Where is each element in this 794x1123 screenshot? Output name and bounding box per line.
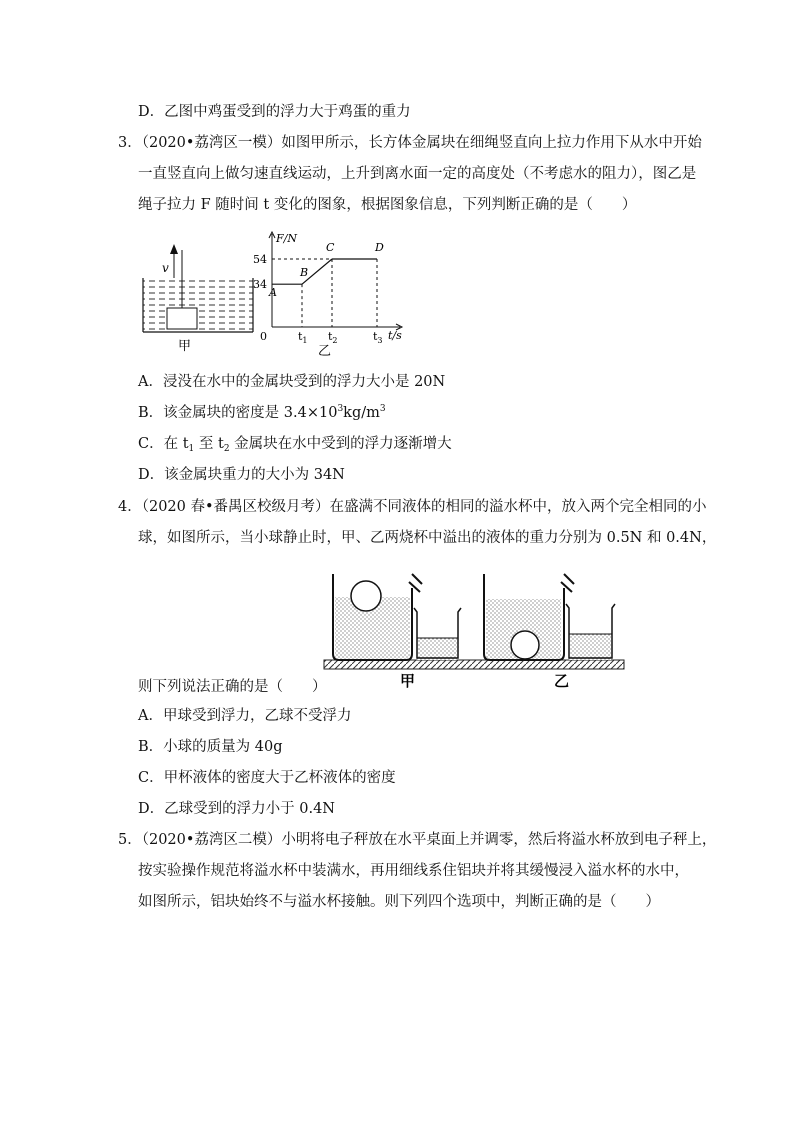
ball-yi — [511, 631, 539, 659]
q4-option-a: A．甲球受到浮力，乙球不受浮力 — [138, 708, 352, 724]
q3-option-a: A．浸没在水中的金属块受到的浮力大小是 20N — [138, 374, 446, 390]
q3-option-c-post: 金属块在水中受到的浮力逐渐增大 — [229, 436, 452, 452]
y-tick-label: 34 — [253, 278, 267, 292]
point-label-C: C — [326, 241, 335, 254]
y-tick-label: 54 — [253, 253, 267, 266]
q3-option-b — [138, 403, 386, 425]
beaker-yi-liquid — [569, 634, 611, 660]
q3-option-c-sub2: 2 — [223, 444, 230, 454]
q3-option-c-mid: 至 t — [194, 436, 224, 452]
q5-stem-line-1: 5．（2020•荔湾区二模）小明将电子秤放在水平桌面上并调零，然后将溢水杯放到电子秤上， — [118, 832, 717, 848]
q4-option-d: D．乙球受到的浮力小于 0.4N — [138, 801, 335, 817]
figure-jia-caption: 甲 — [178, 339, 192, 354]
q3-option-c — [138, 434, 452, 456]
q2-option-d: D．乙图中鸡蛋受到的浮力大于鸡蛋的重力 — [138, 104, 411, 120]
q4-figure-overflow-cups — [322, 568, 652, 688]
q4-stem-line-2: 球，如图所示，当小球静止时，甲、乙两烧杯中溢出的液体的重力分别为 0.5N 和 0.4N， — [138, 530, 717, 546]
figure-jia-label: 甲 — [400, 672, 416, 690]
x-tick-label: $t_3$ — [373, 330, 383, 345]
q3-option-c-sub1: 1 — [188, 444, 195, 454]
x-tick-label: $t_1$ — [298, 330, 308, 345]
figure-yi-label: 乙 — [554, 672, 570, 690]
q3-option-c-pre: C．在 t — [138, 436, 189, 452]
q4-stem-line-1: 4．（2020 春•番禺区校级月考）在盛满不同液体的相同的溢水杯中，放入两个完全相同的小 — [118, 499, 707, 515]
point-label-D: D — [375, 241, 384, 254]
q3-option-b-text: B．该金属块的密度是 3.4×10 — [138, 405, 338, 421]
q3-option-b-unit-exponent: 3 — [379, 404, 386, 414]
q4-option-b: B．小球的质量为 40g — [138, 739, 283, 755]
x-tick-label: $t_2$ — [328, 330, 338, 345]
origin-label: 0 — [260, 330, 267, 343]
table-surface — [324, 660, 624, 669]
q3-option-d: D．该金属块重力的大小为 34N — [138, 467, 345, 483]
q3-figure-jia — [138, 230, 258, 360]
q3-stem-line-2: 一直竖直向上做匀速直线运动，上升到离水面一定的高度处（不考虑水的阻力），图乙是 — [138, 166, 697, 182]
y-axis-label: F/N — [276, 232, 297, 245]
cup-jia-spout — [409, 582, 420, 592]
metal-block — [167, 308, 197, 329]
arrow-head-icon — [170, 244, 178, 254]
q4-stem-line-3: 则下列说法正确的是（ ） — [138, 679, 327, 695]
q3-stem-line-3: 绳子拉力 F 随时间 t 变化的图象，根据图象信息，下列判断正确的是（ ） — [138, 197, 637, 213]
q3-stem-line-1: 3．（2020•荔湾区一模）如图甲所示，长方体金属块在细绳竖直向上拉力作用下从水中开始 — [118, 135, 702, 151]
beaker-jia-liquid — [417, 638, 457, 660]
q3-chart-yi — [250, 228, 410, 358]
water-area — [143, 278, 253, 330]
ball-jia — [351, 581, 381, 611]
point-label-A: A — [269, 286, 277, 300]
point-label-B: B — [300, 266, 309, 280]
velocity-label: v — [162, 261, 169, 275]
figure-yi-caption: 乙 — [318, 344, 332, 359]
q4-option-c: C．甲杯液体的密度大于乙杯液体的密度 — [138, 770, 396, 786]
q5-stem-line-3: 如图所示，铝块始终不与溢水杯接触。则下列四个选项中，判断正确的是（ ） — [138, 894, 660, 910]
q5-stem-line-2: 按实验操作规范将溢水杯中装满水，再用细线系住铝块并将其缓慢浸入溢水杯的水中， — [138, 863, 689, 879]
q3-option-b-unit: kg/m — [343, 405, 380, 421]
x-axis-label: t/s — [388, 329, 402, 342]
q3-option-b-exponent: 3 — [337, 404, 344, 414]
cup-yi-spout — [561, 582, 572, 592]
